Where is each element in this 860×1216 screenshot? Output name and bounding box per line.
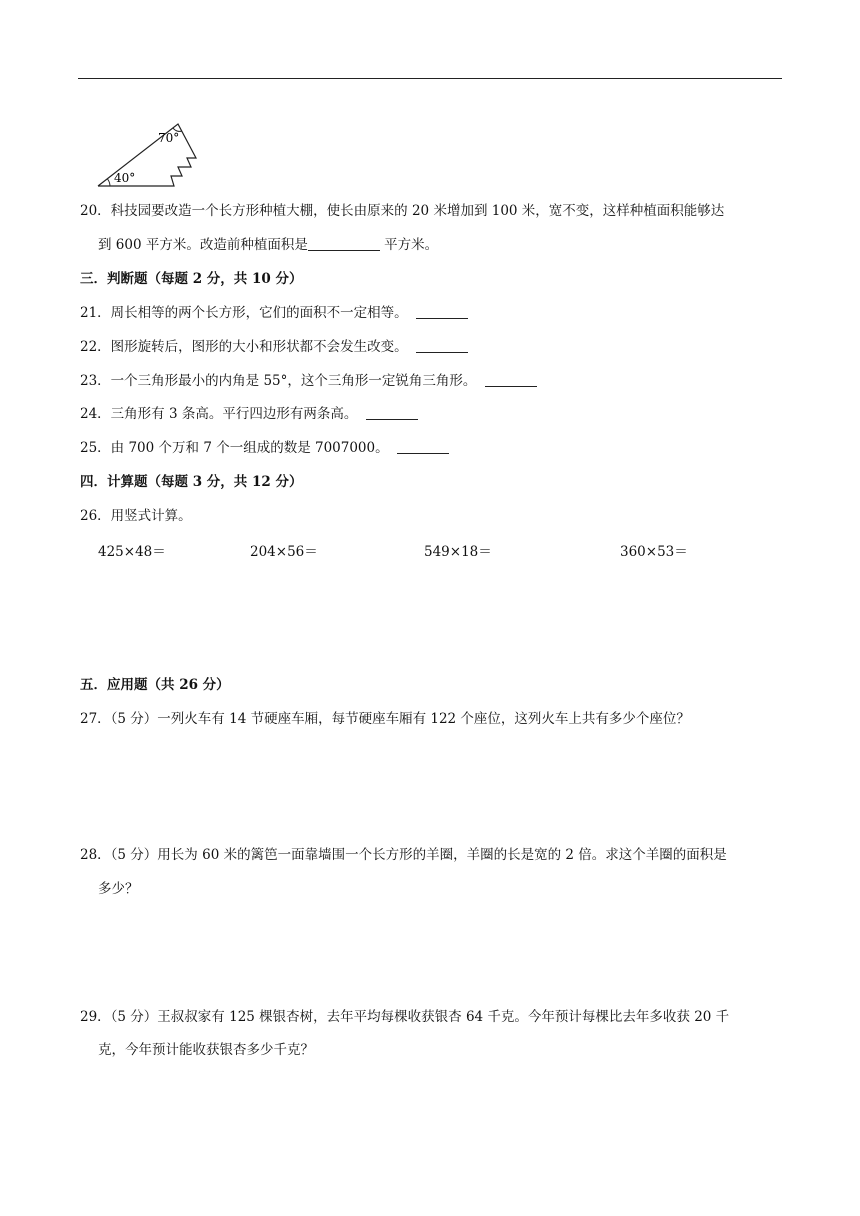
question-20-unit: 平方米。: [379, 237, 439, 253]
question-20-line1: 20．科技园要改造一个长方形种植大棚，使长由原来的 20 米增加到 100 米，宽不变，这样种植面积能够达: [80, 203, 725, 219]
question-21-text: 21．周长相等的两个长方形，它们的面积不一定相等。: [80, 305, 408, 321]
answer-blank[interactable]: [397, 440, 449, 454]
answer-blank[interactable]: [416, 305, 468, 319]
header-rule: [78, 78, 782, 79]
question-28-line1: 28．（5 分）用长为 60 米的篱笆一面靠墙围一个长方形的羊圈，羊圈的长是宽的 2 倍。求这个羊圈的面积是: [80, 847, 727, 863]
question-21: [80, 304, 468, 322]
angle-70-label: 70°: [158, 131, 180, 145]
calc-item-3: 549×18＝: [424, 544, 492, 560]
question-23-text: 23．一个三角形最小的内角是 55°，这个三角形一定锐角三角形。: [80, 373, 477, 389]
answer-blank[interactable]: [308, 237, 380, 251]
question-24-text: 24．三角形有 3 条高。平行四边形有两条高。: [80, 406, 358, 422]
question-25: [80, 439, 449, 457]
answer-blank[interactable]: [366, 406, 418, 420]
section-3-heading: 三．判断题（每题 2 分，共 10 分）: [80, 271, 303, 287]
calc-item-4: 360×53＝: [620, 544, 688, 560]
question-26: 26．用竖式计算。: [80, 508, 192, 524]
question-22: [80, 338, 468, 356]
calc-item-2: 204×56＝: [250, 544, 318, 560]
question-25-text: 25．由 700 个万和 7 个一组成的数是 7007000。: [80, 440, 389, 456]
angle-40-label: 40°: [114, 171, 136, 185]
calc-item-1: 425×48＝: [98, 544, 166, 560]
question-20-line2: [98, 236, 438, 254]
question-27: 27．（5 分）一列火车有 14 节硬座车厢，每节硬座车厢有 122 个座位，这列火车上共有多少个座位？: [80, 711, 690, 727]
section-4-heading: 四．计算题（每题 3 分，共 12 分）: [80, 474, 303, 490]
triangle-figure: [94, 110, 204, 190]
question-29-line2: 克，今年预计能收获银杏多少千克？: [98, 1042, 314, 1058]
question-23: [80, 372, 537, 390]
answer-blank[interactable]: [485, 373, 537, 387]
question-24: [80, 405, 418, 423]
question-22-text: 22．图形旋转后，图形的大小和形状都不会发生改变。: [80, 339, 408, 355]
section-5-heading: 五．应用题（共 26 分）: [80, 677, 230, 693]
question-29-line1: 29．（5 分）王叔叔家有 125 棵银杏树，去年平均每棵收获银杏 64 千克。今年预计每棵比去年多收获 20 千: [80, 1009, 730, 1025]
question-20-text: 到 600 平方米。改造前种植面积是: [98, 237, 308, 253]
question-28-line2: 多少？: [98, 881, 139, 897]
answer-blank[interactable]: [416, 339, 468, 353]
